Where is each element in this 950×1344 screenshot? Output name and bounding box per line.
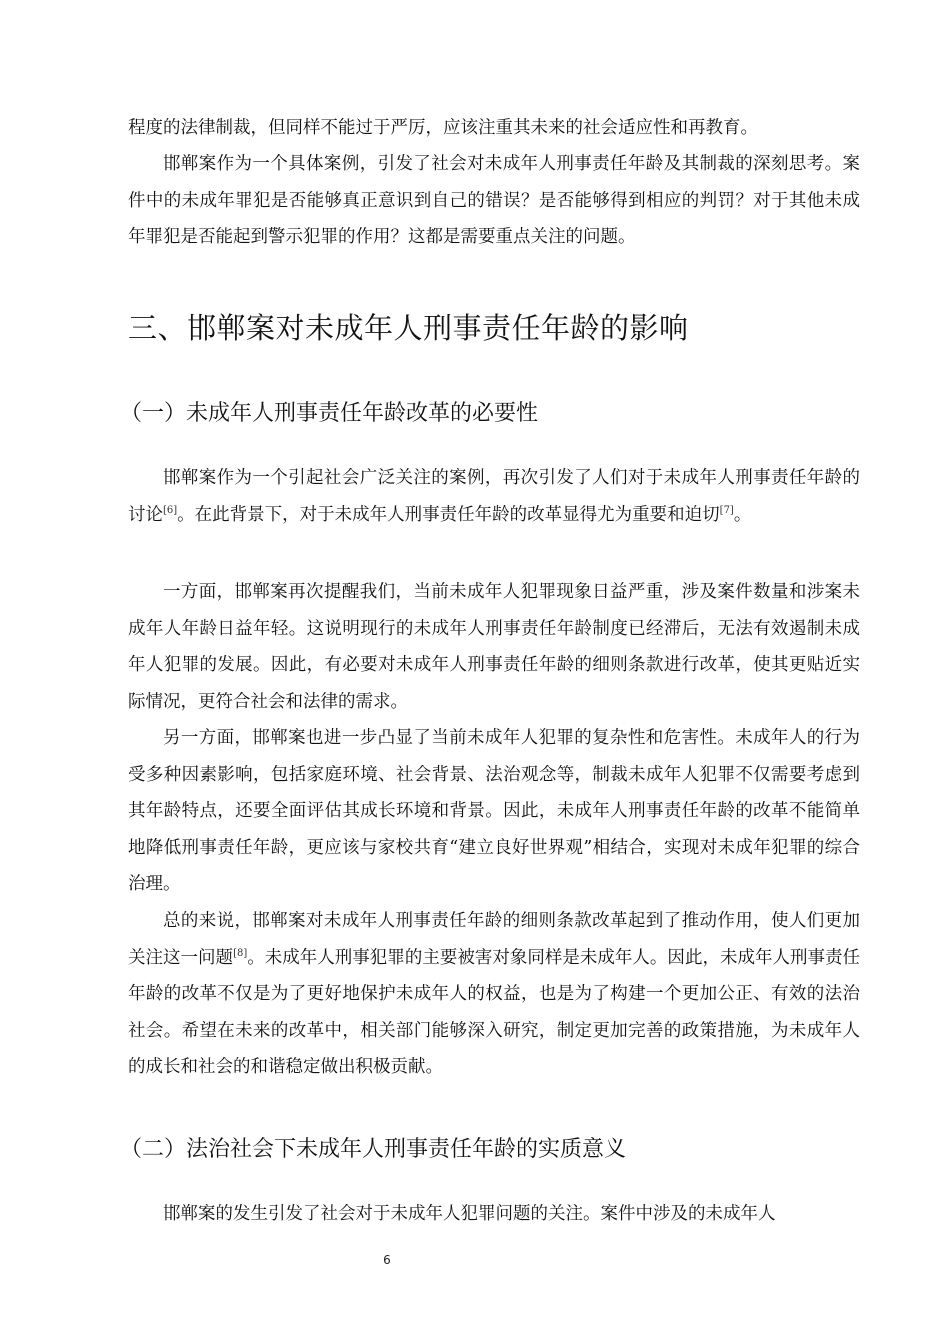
- page-number: 6: [383, 1253, 391, 1267]
- paragraph-one-hand: 一方面，邯郸案再次提醒我们，当前未成年人犯罪现象日益严重，涉及案件数量和涉案未成年人年龄日益年轻。这说明现行的未成年人刑事责任年龄制度已经滞后，无法有效遏制未成年人犯罪的发展。因此，有必要对未成年人刑事责任年龄的细则条款进行改革，使其更贴近实际情况，更符合社会和法律的需求。: [128, 582, 860, 712]
- section-heading-3: 三、邯郸案对未成年人刑事责任年龄的影响: [128, 311, 689, 345]
- paragraph-text: 。未成年人刑事犯罪的主要被害对象同样是未成年人。因此，未成年人刑事责任年龄的改革不仅是为了更好地保护未成年人的权益，也是为了构建一个更加公正、有效的法治社会。希望在未来的改革中，相关部门能够深入研究，制定更加完善的政策措施，为未成年人的成长和社会的和谐稳定做出积极贡献。: [128, 947, 861, 1077]
- subsection-heading-1: （一）未成年人刑事责任年龄改革的必要性: [120, 401, 539, 426]
- paragraph-continued: 程度的法律制裁，但同样不能过于严厉，应该注重其未来的社会适应性和再教育。: [128, 118, 758, 138]
- paragraph-substantive-meaning: 邯郸案的发生引发了社会对于未成年人犯罪问题的关注。案件中涉及的未成年人: [163, 1204, 776, 1224]
- paragraph-handan-case-reflection: 邯郸案作为一个具体案例，引发了社会对未成年人刑事责任年龄及其制裁的深刻思考。案件中的未成年罪犯是否能够真正意识到自己的错误？是否能够得到相应的判罚？对于其他未成年罪犯是否能起到警示犯罪的作用？这都是需要重点关注的问题。: [128, 154, 860, 247]
- paragraph-summary: [128, 903, 860, 1086]
- paragraph-text: 邯郸案作为一个引起社会广泛关注的案例，再次引发了人们对于未成年人刑事责任年龄的讨论: [128, 468, 860, 525]
- paragraph-reform-necessity: [128, 460, 860, 533]
- citation-6: [6]: [163, 504, 178, 516]
- paragraph-text: 总的来说，邯郸案对未成年人刑事责任年龄的细则条款改革起到了推动作用，使人们更加关注这一问题: [128, 911, 860, 968]
- paragraph-text: 。: [733, 504, 752, 525]
- subsection-heading-2: （二）法治社会下未成年人刑事责任年龄的实质意义: [120, 1137, 627, 1162]
- paragraph-text: 。在此背景下，对于未成年人刑事责任年龄的改革显得尤为重要和迫切: [177, 504, 720, 525]
- citation-8: [8]: [233, 947, 248, 959]
- paragraph-other-hand: 另一方面，邯郸案也进一步凸显了当前未成年人犯罪的复杂性和危害性。未成年人的行为受多种因素影响，包括家庭环境、社会背景、法治观念等，制裁未成年人犯罪不仅需要考虑到其年龄特点，还要全面评估其成长环境和背景。因此，未成年人刑事责任年龄的改革不能简单地降低刑事责任年龄，更应该与家校共育“建立良好世界观”相结合，实现对未成年犯罪的综合治理。: [128, 728, 860, 894]
- citation-7: [7]: [719, 504, 734, 516]
